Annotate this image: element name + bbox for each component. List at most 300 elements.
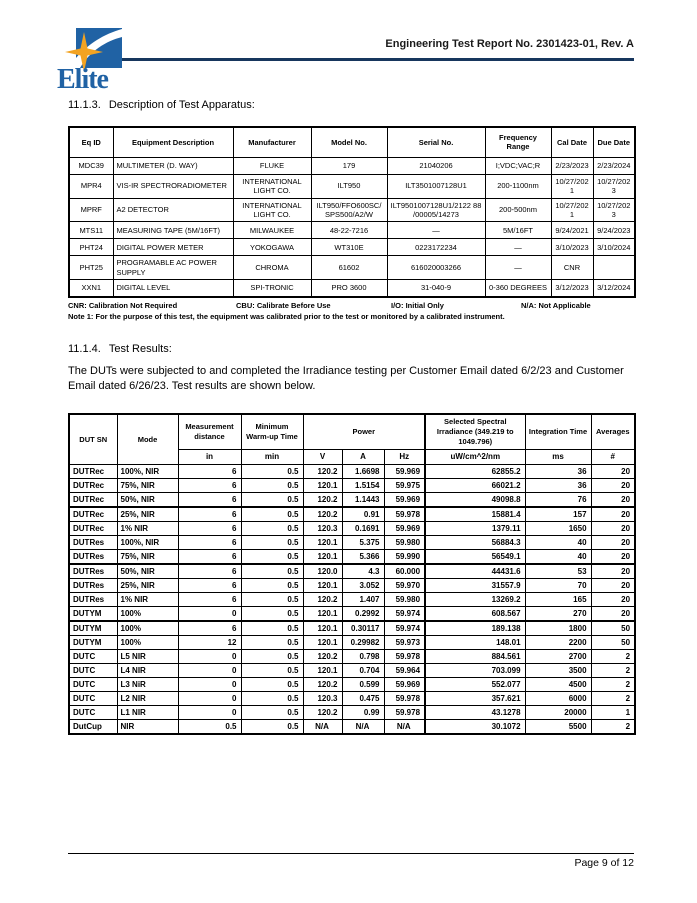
cell-amps: 0.798	[342, 650, 384, 664]
cell-frequency-range: I;VDC;VAC;R	[485, 157, 551, 174]
cell-irradiance: 62855.2	[425, 465, 525, 479]
section-number: 11.1.3.	[68, 99, 101, 111]
cell-irradiance: 13269.2	[425, 593, 525, 607]
unit-v: V	[303, 449, 342, 464]
table-row	[69, 579, 635, 593]
page-footer	[68, 853, 634, 869]
cell-due-date: 10/27/2023	[593, 198, 635, 222]
cell-averages: 50	[591, 621, 635, 636]
cell-integration-time: 40	[525, 550, 591, 565]
column-header-model-no: Model No.	[311, 127, 387, 157]
cell-integration-time: 40	[525, 536, 591, 550]
cell-mode: NIR	[117, 720, 178, 735]
cell-irradiance: 30.1072	[425, 720, 525, 735]
cell-min-warmup: 0.5	[241, 564, 303, 579]
cell-mode: L5 NIR	[117, 650, 178, 664]
cell-averages: 2	[591, 650, 635, 664]
column-header-dut-sn: DUT SN	[69, 414, 117, 464]
cell-mode: L3 NiR	[117, 678, 178, 692]
section-heading-results	[68, 343, 634, 355]
cell-measurement-distance: 6	[178, 593, 241, 607]
cell-integration-time: 53	[525, 564, 591, 579]
cell-measurement-distance: 0.5	[178, 720, 241, 735]
results-header-row	[69, 414, 635, 449]
cell-volts: 120.2	[303, 650, 342, 664]
cell-volts: 120.2	[303, 465, 342, 479]
cell-amps: 1.6698	[342, 465, 384, 479]
cell-min-warmup: 0.5	[241, 465, 303, 479]
cell-manufacturer: FLUKE	[233, 157, 311, 174]
cell-volts: N/A	[303, 720, 342, 735]
cell-volts: 120.2	[303, 706, 342, 720]
cell-volts: 120.2	[303, 507, 342, 522]
cell-irradiance: 884.561	[425, 650, 525, 664]
cell-cal-date: 2/23/2023	[551, 157, 593, 174]
cell-equipment-description: VIS-IR SPECTRORADIOMETER	[113, 174, 233, 198]
cell-integration-time: 20000	[525, 706, 591, 720]
cell-integration-time: 36	[525, 465, 591, 479]
table-row	[69, 564, 635, 579]
cell-mode: 25%, NIR	[117, 579, 178, 593]
table-row	[69, 465, 635, 479]
page-number: Page 9 of 12	[574, 857, 634, 869]
cell-manufacturer: CHROMA	[233, 256, 311, 280]
cell-amps: 5.375	[342, 536, 384, 550]
cell-min-warmup: 0.5	[241, 579, 303, 593]
table-row	[69, 157, 635, 174]
section-title: Description of Test Apparatus:	[108, 99, 255, 111]
table-row	[69, 706, 635, 720]
cell-measurement-distance: 0	[178, 692, 241, 706]
legend-na: N/A: Not Applicable	[521, 300, 591, 310]
cell-min-warmup: 0.5	[241, 720, 303, 735]
cell-model-no: PRO 3600	[311, 280, 387, 297]
table-row	[69, 222, 635, 239]
cell-hz: 59.978	[384, 507, 425, 522]
cell-integration-time: 2700	[525, 650, 591, 664]
cell-dut-sn: DUTC	[69, 678, 117, 692]
cell-amps: N/A	[342, 720, 384, 735]
cell-measurement-distance: 6	[178, 621, 241, 636]
unit-hz: Hz	[384, 449, 425, 464]
column-header-integration-time: Integration Time	[525, 414, 591, 449]
table-note: Note 1: For the purpose of this test, the equipment was calibrated prior to the test or monitored by a calibrated instrument.	[68, 311, 505, 321]
cell-cal-date: 10/27/2021	[551, 174, 593, 198]
cell-averages: 2	[591, 678, 635, 692]
table-row	[69, 280, 635, 297]
cell-measurement-distance: 6	[178, 507, 241, 522]
cell-irradiance: 552.077	[425, 678, 525, 692]
cell-manufacturer: INTERNATIONAL LIGHT CO.	[233, 174, 311, 198]
cell-averages: 2	[591, 720, 635, 735]
cell-volts: 120.2	[303, 593, 342, 607]
cell-hz: 59.980	[384, 593, 425, 607]
column-header-power: Power	[303, 414, 425, 449]
section-title: Test Results:	[108, 342, 172, 355]
cell-averages: 2	[591, 692, 635, 706]
cell-manufacturer: YOKOGAWA	[233, 239, 311, 256]
cell-frequency-range: 200-500nm	[485, 198, 551, 222]
apparatus-table	[68, 126, 636, 298]
cell-dut-sn: DUTYM	[69, 621, 117, 636]
cell-mode: 100%, NIR	[117, 465, 178, 479]
table-row	[69, 536, 635, 550]
table-row	[69, 720, 635, 735]
cell-measurement-distance: 6	[178, 479, 241, 493]
cell-volts: 120.0	[303, 564, 342, 579]
cell-due-date: 10/27/2023	[593, 174, 635, 198]
cell-mode: 50%, NIR	[117, 564, 178, 579]
cell-measurement-distance: 6	[178, 522, 241, 536]
cell-dut-sn: DUTRec	[69, 465, 117, 479]
cell-dut-sn: DUTC	[69, 664, 117, 678]
cell-serial-no: 31-040-9	[387, 280, 485, 297]
unit-irradiance: uW/cm^2/nm	[425, 449, 525, 464]
table-row	[69, 664, 635, 678]
unit-ms: ms	[525, 449, 591, 464]
cell-volts: 120.1	[303, 607, 342, 622]
cell-averages: 20	[591, 579, 635, 593]
cell-mode: 1% NIR	[117, 522, 178, 536]
cell-volts: 120.2	[303, 493, 342, 508]
cell-dut-sn: DUTC	[69, 692, 117, 706]
cell-measurement-distance: 0	[178, 650, 241, 664]
cell-mode: 1% NIR	[117, 593, 178, 607]
report-title: Engineering Test Report No. 2301423-01, Rev. A	[385, 38, 634, 50]
cell-serial-no: —	[387, 222, 485, 239]
cell-min-warmup: 0.5	[241, 706, 303, 720]
cell-model-no: ILT950	[311, 174, 387, 198]
cell-volts: 120.3	[303, 692, 342, 706]
table-row	[69, 678, 635, 692]
column-header-cal-date: Cal Date	[551, 127, 593, 157]
cell-eq-id: MPRF	[69, 198, 113, 222]
cell-serial-no: ILT3501007128U1	[387, 174, 485, 198]
cell-integration-time: 70	[525, 579, 591, 593]
section-heading-apparatus	[68, 99, 634, 111]
cell-equipment-description: MULTIMETER (D. WAY)	[113, 157, 233, 174]
cell-min-warmup: 0.5	[241, 678, 303, 692]
cell-hz: 59.978	[384, 692, 425, 706]
cell-mode: 50%, NIR	[117, 493, 178, 508]
results-table	[68, 413, 636, 735]
cell-dut-sn: DUTC	[69, 650, 117, 664]
cell-cal-date: CNR	[551, 256, 593, 280]
cell-amps: 1.5154	[342, 479, 384, 493]
table-row	[69, 507, 635, 522]
cell-model-no: WT310E	[311, 239, 387, 256]
cell-dut-sn: DUTRec	[69, 493, 117, 508]
cell-serial-no: 21040206	[387, 157, 485, 174]
table-row	[69, 621, 635, 636]
cell-mode: L4 NIR	[117, 664, 178, 678]
cell-frequency-range: 5M/16FT	[485, 222, 551, 239]
cell-hz: 59.990	[384, 550, 425, 565]
cell-volts: 120.1	[303, 664, 342, 678]
column-header-averages: Averages	[591, 414, 635, 449]
cell-dut-sn: DUTRes	[69, 593, 117, 607]
cell-irradiance: 148.01	[425, 636, 525, 650]
cell-hz: 59.969	[384, 678, 425, 692]
cell-hz: 59.974	[384, 621, 425, 636]
column-header-frequency-range: Frequency Range	[485, 127, 551, 157]
cell-amps: 5.366	[342, 550, 384, 565]
cell-irradiance: 56549.1	[425, 550, 525, 565]
cell-measurement-distance: 6	[178, 564, 241, 579]
cell-hz: 59.970	[384, 579, 425, 593]
cell-min-warmup: 0.5	[241, 692, 303, 706]
table-row	[69, 636, 635, 650]
table-row	[69, 256, 635, 280]
cell-volts: 120.1	[303, 579, 342, 593]
cell-integration-time: 270	[525, 607, 591, 622]
cell-hz: 59.980	[384, 536, 425, 550]
cell-averages: 20	[591, 507, 635, 522]
cell-equipment-description: A2 DETECTOR	[113, 198, 233, 222]
cell-dut-sn: DUTYM	[69, 636, 117, 650]
cell-min-warmup: 0.5	[241, 493, 303, 508]
cell-integration-time: 165	[525, 593, 591, 607]
cell-min-warmup: 0.5	[241, 522, 303, 536]
cell-min-warmup: 0.5	[241, 479, 303, 493]
cell-dut-sn: DUTRes	[69, 550, 117, 565]
cell-averages: 20	[591, 564, 635, 579]
unit-in: in	[178, 449, 241, 464]
cell-averages: 20	[591, 522, 635, 536]
cell-hz: 59.975	[384, 479, 425, 493]
cell-mode: 100%	[117, 607, 178, 622]
cell-averages: 20	[591, 479, 635, 493]
legend-cbu: CBU: Calibrate Before Use	[236, 300, 331, 310]
cell-dut-sn: DUTYM	[69, 607, 117, 622]
cell-integration-time: 5500	[525, 720, 591, 735]
cell-integration-time: 1800	[525, 621, 591, 636]
cell-hz: 59.964	[384, 664, 425, 678]
cell-eq-id: MPR4	[69, 174, 113, 198]
cell-cal-date: 10/27/2021	[551, 198, 593, 222]
cell-irradiance: 43.1278	[425, 706, 525, 720]
table-row	[69, 198, 635, 222]
cell-dut-sn: DUTRec	[69, 479, 117, 493]
cell-model-no: ILT950/FFO600SC/ SPS500/A2/W	[311, 198, 387, 222]
cell-irradiance: 44431.6	[425, 564, 525, 579]
cell-irradiance: 49098.8	[425, 493, 525, 508]
cell-measurement-distance: 6	[178, 550, 241, 565]
cell-amps: 0.704	[342, 664, 384, 678]
cell-min-warmup: 0.5	[241, 650, 303, 664]
cell-hz: 59.973	[384, 636, 425, 650]
column-header-serial-no: Serial No.	[387, 127, 485, 157]
table-row	[69, 650, 635, 664]
cell-irradiance: 608.567	[425, 607, 525, 622]
cell-amps: 0.99	[342, 706, 384, 720]
unit-min: min	[241, 449, 303, 464]
cell-eq-id: PHT24	[69, 239, 113, 256]
cell-irradiance: 357.621	[425, 692, 525, 706]
cell-irradiance: 1379.11	[425, 522, 525, 536]
cell-due-date: 2/23/2024	[593, 157, 635, 174]
cell-amps: 0.1691	[342, 522, 384, 536]
cell-integration-time: 36	[525, 479, 591, 493]
cell-eq-id: MTS11	[69, 222, 113, 239]
cell-irradiance: 703.099	[425, 664, 525, 678]
results-paragraph: The DUTs were subjected to and completed the Irradiance testing per Customer Email dated 6/2/23 and Customer Email dated 6/26/23. Test results are shown below.	[68, 364, 624, 393]
column-header-irradiance: Selected Spectral Irradiance (349.219 to 1049.796)	[425, 414, 525, 449]
cell-measurement-distance: 0	[178, 678, 241, 692]
cell-manufacturer: SPI-TRONIC	[233, 280, 311, 297]
cell-irradiance: 15881.4	[425, 507, 525, 522]
table-row	[69, 479, 635, 493]
legend-cnr: CNR: Calibration Not Required	[68, 300, 178, 310]
cell-irradiance: 189.138	[425, 621, 525, 636]
cell-volts: 120.1	[303, 621, 342, 636]
cell-equipment-description: PROGRAMABLE AC POWER SUPPLY	[113, 256, 233, 280]
cell-frequency-range: 0-360 DEGREES	[485, 280, 551, 297]
cell-amps: 0.30117	[342, 621, 384, 636]
cell-min-warmup: 0.5	[241, 593, 303, 607]
column-header-mode: Mode	[117, 414, 178, 464]
logo-wordmark: Elite	[57, 64, 108, 95]
table-row	[69, 493, 635, 508]
cell-serial-no: 0223172234	[387, 239, 485, 256]
cell-dut-sn: DUTRec	[69, 522, 117, 536]
cell-dut-sn: DUTRes	[69, 579, 117, 593]
cell-hz: 59.969	[384, 465, 425, 479]
cell-hz: 59.978	[384, 650, 425, 664]
cell-min-warmup: 0.5	[241, 636, 303, 650]
cell-mode: 75%, NIR	[117, 479, 178, 493]
cell-integration-time: 4500	[525, 678, 591, 692]
cell-measurement-distance: 0	[178, 664, 241, 678]
cell-model-no: 48-22-7216	[311, 222, 387, 239]
cell-dut-sn: DUTRes	[69, 564, 117, 579]
cell-averages: 2	[591, 664, 635, 678]
table-row	[69, 607, 635, 622]
cell-amps: 0.475	[342, 692, 384, 706]
cell-integration-time: 6000	[525, 692, 591, 706]
column-header-manufacturer: Manufacturer	[233, 127, 311, 157]
cell-mode: 100%, NIR	[117, 536, 178, 550]
table-row	[69, 550, 635, 565]
cell-dut-sn: DUTC	[69, 706, 117, 720]
unit-a: A	[342, 449, 384, 464]
cell-mode: 75%, NIR	[117, 550, 178, 565]
column-header-equipment-description: Equipment Description	[113, 127, 233, 157]
cell-due-date	[593, 256, 635, 280]
cell-irradiance: 56884.3	[425, 536, 525, 550]
table-row	[69, 174, 635, 198]
cell-integration-time: 76	[525, 493, 591, 508]
cell-amps: 1.1443	[342, 493, 384, 508]
table-row	[69, 692, 635, 706]
column-header-min-warmup: Minimum Warm-up Time	[241, 414, 303, 449]
cell-frequency-range: —	[485, 239, 551, 256]
cell-integration-time: 1650	[525, 522, 591, 536]
cell-dut-sn: DUTRec	[69, 507, 117, 522]
cell-volts: 120.1	[303, 550, 342, 565]
cell-amps: 0.2992	[342, 607, 384, 622]
column-header-due-date: Due Date	[593, 127, 635, 157]
cell-hz: 59.969	[384, 493, 425, 508]
cell-min-warmup: 0.5	[241, 621, 303, 636]
cell-measurement-distance: 0	[178, 706, 241, 720]
page-content	[68, 99, 634, 735]
cell-due-date: 3/10/2024	[593, 239, 635, 256]
cell-hz: 59.974	[384, 607, 425, 622]
cell-irradiance: 66021.2	[425, 479, 525, 493]
cell-due-date: 3/12/2024	[593, 280, 635, 297]
cell-volts: 120.2	[303, 678, 342, 692]
unit-count: #	[591, 449, 635, 464]
cell-mode: 25%, NIR	[117, 507, 178, 522]
cell-model-no: 61602	[311, 256, 387, 280]
cell-averages: 1	[591, 706, 635, 720]
cell-amps: 0.91	[342, 507, 384, 522]
cell-averages: 20	[591, 593, 635, 607]
cell-min-warmup: 0.5	[241, 507, 303, 522]
table-row	[69, 593, 635, 607]
page-header	[0, 28, 634, 106]
cell-hz: 59.969	[384, 522, 425, 536]
cell-manufacturer: INTERNATIONAL LIGHT CO.	[233, 198, 311, 222]
cell-averages: 20	[591, 607, 635, 622]
cell-min-warmup: 0.5	[241, 536, 303, 550]
cell-frequency-range: 200-1100nm	[485, 174, 551, 198]
cell-averages: 20	[591, 550, 635, 565]
cell-measurement-distance: 6	[178, 465, 241, 479]
table-row	[69, 522, 635, 536]
cell-volts: 120.3	[303, 522, 342, 536]
cell-due-date: 9/24/2023	[593, 222, 635, 239]
cell-integration-time: 2200	[525, 636, 591, 650]
cell-volts: 120.1	[303, 636, 342, 650]
cell-equipment-description: DIGITAL LEVEL	[113, 280, 233, 297]
cell-cal-date: 9/24/2021	[551, 222, 593, 239]
cell-dut-sn: DutCup	[69, 720, 117, 735]
apparatus-header-row	[69, 127, 635, 157]
cell-eq-id: PHT25	[69, 256, 113, 280]
cell-equipment-description: DIGITAL POWER METER	[113, 239, 233, 256]
cell-amps: 0.599	[342, 678, 384, 692]
table-row	[69, 239, 635, 256]
cell-measurement-distance: 12	[178, 636, 241, 650]
cell-mode: 100%	[117, 621, 178, 636]
cell-model-no: 179	[311, 157, 387, 174]
cell-mode: 100%	[117, 636, 178, 650]
cell-averages: 50	[591, 636, 635, 650]
results-table-body	[69, 465, 635, 735]
column-header-measurement-distance: Measurement distance	[178, 414, 241, 449]
cell-eq-id: MDC39	[69, 157, 113, 174]
cell-equipment-description: MEASURING TAPE (5M/16FT)	[113, 222, 233, 239]
cell-amps: 0.29982	[342, 636, 384, 650]
cell-irradiance: 31557.9	[425, 579, 525, 593]
header-rule	[118, 28, 634, 61]
cell-amps: 4.3	[342, 564, 384, 579]
cell-min-warmup: 0.5	[241, 550, 303, 565]
cell-hz: N/A	[384, 720, 425, 735]
abbreviation-legend	[68, 301, 634, 310]
cell-volts: 120.1	[303, 536, 342, 550]
elite-logo	[57, 28, 123, 106]
cell-volts: 120.1	[303, 479, 342, 493]
cell-integration-time: 157	[525, 507, 591, 522]
column-header-eq-id: Eq ID	[69, 127, 113, 157]
cell-min-warmup: 0.5	[241, 664, 303, 678]
cell-averages: 20	[591, 493, 635, 508]
cell-integration-time: 3500	[525, 664, 591, 678]
cell-hz: 59.978	[384, 706, 425, 720]
